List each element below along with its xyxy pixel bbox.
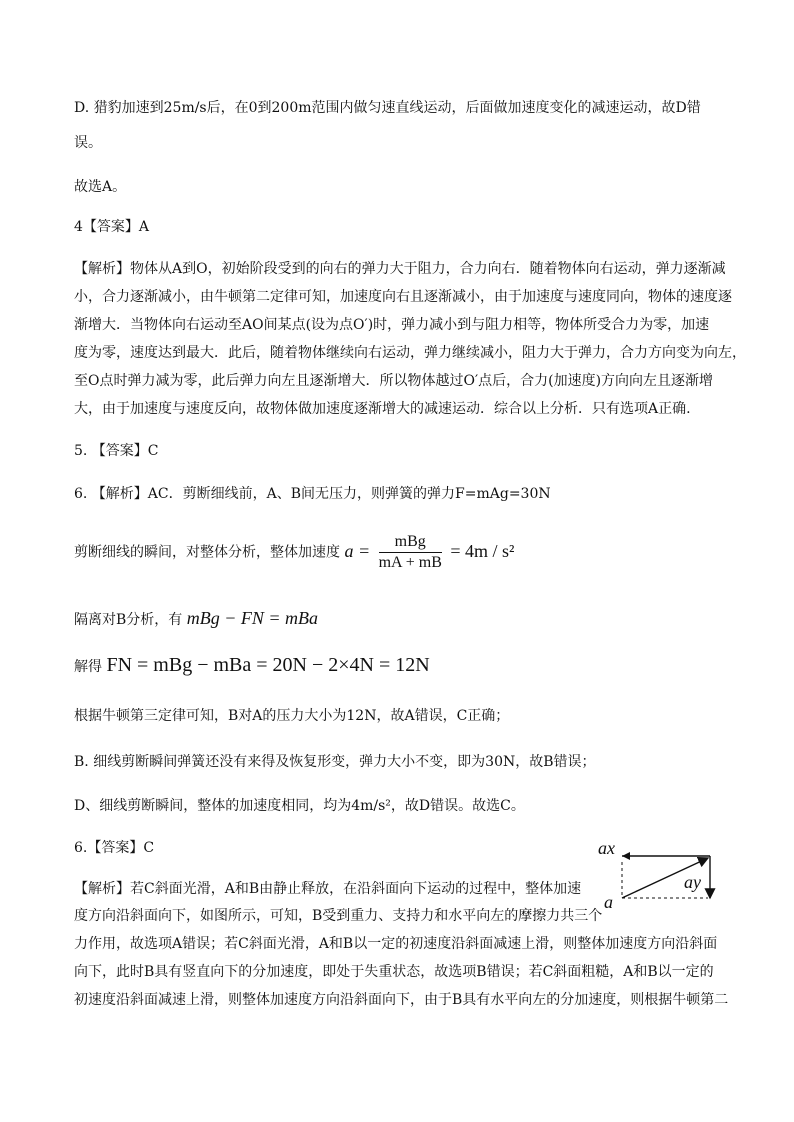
answer-heading: 6.【答案】C	[74, 840, 155, 856]
text-line: 【解析】若C斜面光滑，A和B由静止释放，在沿斜面向下运动的过程中，整体加速	[74, 881, 582, 897]
text-line: 初速度沿斜面减速上滑，则整体加速度方向沿斜面向下，由于B具有水平向左的分加速度，则根据牛顿第二	[74, 992, 729, 1008]
text-line: 故选A。	[74, 179, 127, 195]
equation-left: a =	[344, 540, 371, 561]
text-line: 向下，此时B具有竖直向下的分加速度，即处于失重状态，故选项B错误；若C斜面粗糙，A和B以一定的	[74, 964, 714, 980]
equation-prefix: 隔离对B分析，有	[74, 612, 183, 628]
text-line: 渐增大．当物体向右运动至AO间某点(设为点O′)时，弹力减小到与阻力相等，物体所受合力为零，加速	[74, 317, 710, 333]
text-line: 【解析】物体从A到O，初始阶段受到的向右的弹力大于阻力，合力向右．随着物体向右运动，弹力逐渐减	[74, 261, 726, 277]
text-line: 6. 【解析】AC．剪断细线前，A、B间无压力，则弹簧的弹力F=mAg=30N	[74, 486, 551, 502]
ax-arrowhead	[622, 852, 630, 860]
force-equation: mBg − FN = mBa	[186, 608, 319, 628]
equation-right: = 4m / s²	[450, 540, 515, 561]
text-line: D、细线剪断瞬间，整体的加速度相同，均为4m/s²，故D错误。故选C。	[74, 798, 525, 814]
text-line: 度方向沿斜面向下，如图所示，可知，B受到重力、支持力和水平向左的摩擦力共三个	[74, 908, 603, 924]
text-line: B. 细线剪断瞬间弹簧还没有来得及恢复形变，弹力大小不变，即为30N，故B错误；	[74, 754, 596, 770]
equation-line	[74, 533, 514, 572]
equation-line	[74, 608, 318, 629]
acceleration-equation	[344, 533, 515, 571]
text-line: 误。	[74, 135, 102, 151]
equation-prefix: 解得	[74, 659, 102, 675]
answer-heading: 5. 【答案】C	[74, 443, 159, 459]
fraction	[379, 533, 442, 572]
fraction-numerator: mBg	[379, 533, 442, 553]
fraction-denominator: mA + mB	[378, 554, 442, 571]
label-ax: ax	[598, 838, 615, 858]
text-line: D. 猎豹加速到25m/s后，在0到200m范围内做匀速直线运动，后面做加速度变化的减速运动，故D错	[74, 100, 701, 116]
text-line: 至O点时弹力减为零，此后弹力向左且逐渐增大．所以物体越过O′点后，合力(加速度)方向向左且逐渐增	[74, 373, 714, 389]
acceleration-diagram	[588, 832, 728, 912]
text-line: 小，合力逐渐减小，由牛顿第二定律可知，加速度向右且逐渐减小，由于加速度与速度同向，物体的速度逐	[74, 289, 732, 305]
equation-prefix: 剪断细线的瞬间，对整体分析，整体加速度	[74, 544, 340, 561]
text-line: 大，由于加速度与速度反向，故物体做加速度逐渐增大的减速运动．综合以上分析．只有选项A正确.	[74, 401, 691, 417]
text-line: 度为零，速度达到最大．此后，随着物体继续向右运动，弹力继续减小，阻力大于弹力，合力方向变为向左，	[74, 345, 746, 361]
label-ay: ay	[684, 872, 701, 892]
text-line: 力作用，故选项A错误；若C斜面光滑，A和B以一定的初速度沿斜面减速上滑，则整体加速度方向沿斜面	[74, 936, 718, 952]
result-equation: FN = mBg − mBa = 20N − 2×4N = 12N	[106, 654, 430, 676]
answer-heading: 4【答案】A	[74, 219, 150, 235]
text-line: 根据牛顿第三定律可知，B对A的压力大小为12N，故A错误，C正确；	[74, 708, 510, 724]
equation-line	[74, 654, 430, 677]
label-a: a	[604, 892, 613, 912]
